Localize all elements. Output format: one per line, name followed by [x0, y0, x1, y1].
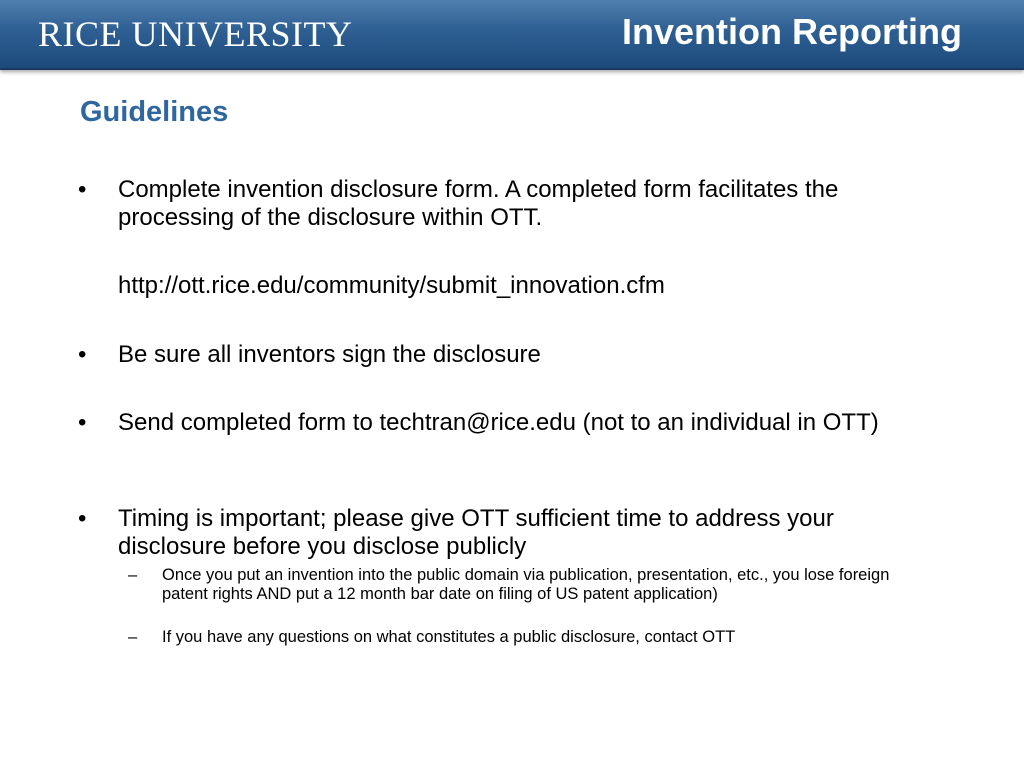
bullet-item [78, 176, 948, 232]
bullet-item [78, 409, 948, 437]
bullet-text: Be sure all inventors sign the disclosure [118, 341, 541, 368]
rice-university-logo: RICE UNIVERSITY [38, 14, 353, 54]
bullet-text: Send completed form to techtran@rice.edu (not to an individual in OTT) [118, 409, 879, 436]
bullet-item [78, 505, 948, 561]
bullet-text: Complete invention disclosure form. A completed form facilitates the processing of the disclosure within OTT. [118, 176, 839, 231]
bullet-item [78, 341, 948, 369]
sub-bullet-text: Once you put an invention into the public domain via publication, presentation, etc., you lose foreign patent rights AND put a 12 month bar date on filing of US patent application) [162, 566, 890, 603]
sub-bullet-item [128, 628, 908, 647]
bullet-marker: • [78, 176, 87, 203]
bullet-marker: • [78, 341, 87, 368]
sub-bullet-marker: – [128, 566, 138, 584]
bullet-text: Timing is important; please give OTT sufficient time to address your disclosure before you disclose publicly [118, 505, 834, 560]
bullet-marker: • [78, 505, 87, 532]
submission-url[interactable]: http://ott.rice.edu/community/submit_innovation.cfm [118, 272, 665, 299]
sub-bullet-text: If you have any questions on what constitutes a public disclosure, contact OTT [162, 628, 736, 646]
section-heading: Guidelines [80, 96, 229, 128]
sub-bullet-marker: – [128, 628, 138, 646]
slide-title: Invention Reporting [622, 11, 962, 52]
bullet-marker: • [78, 409, 87, 436]
sub-bullet-item [128, 566, 908, 604]
header-banner [0, 0, 1024, 70]
